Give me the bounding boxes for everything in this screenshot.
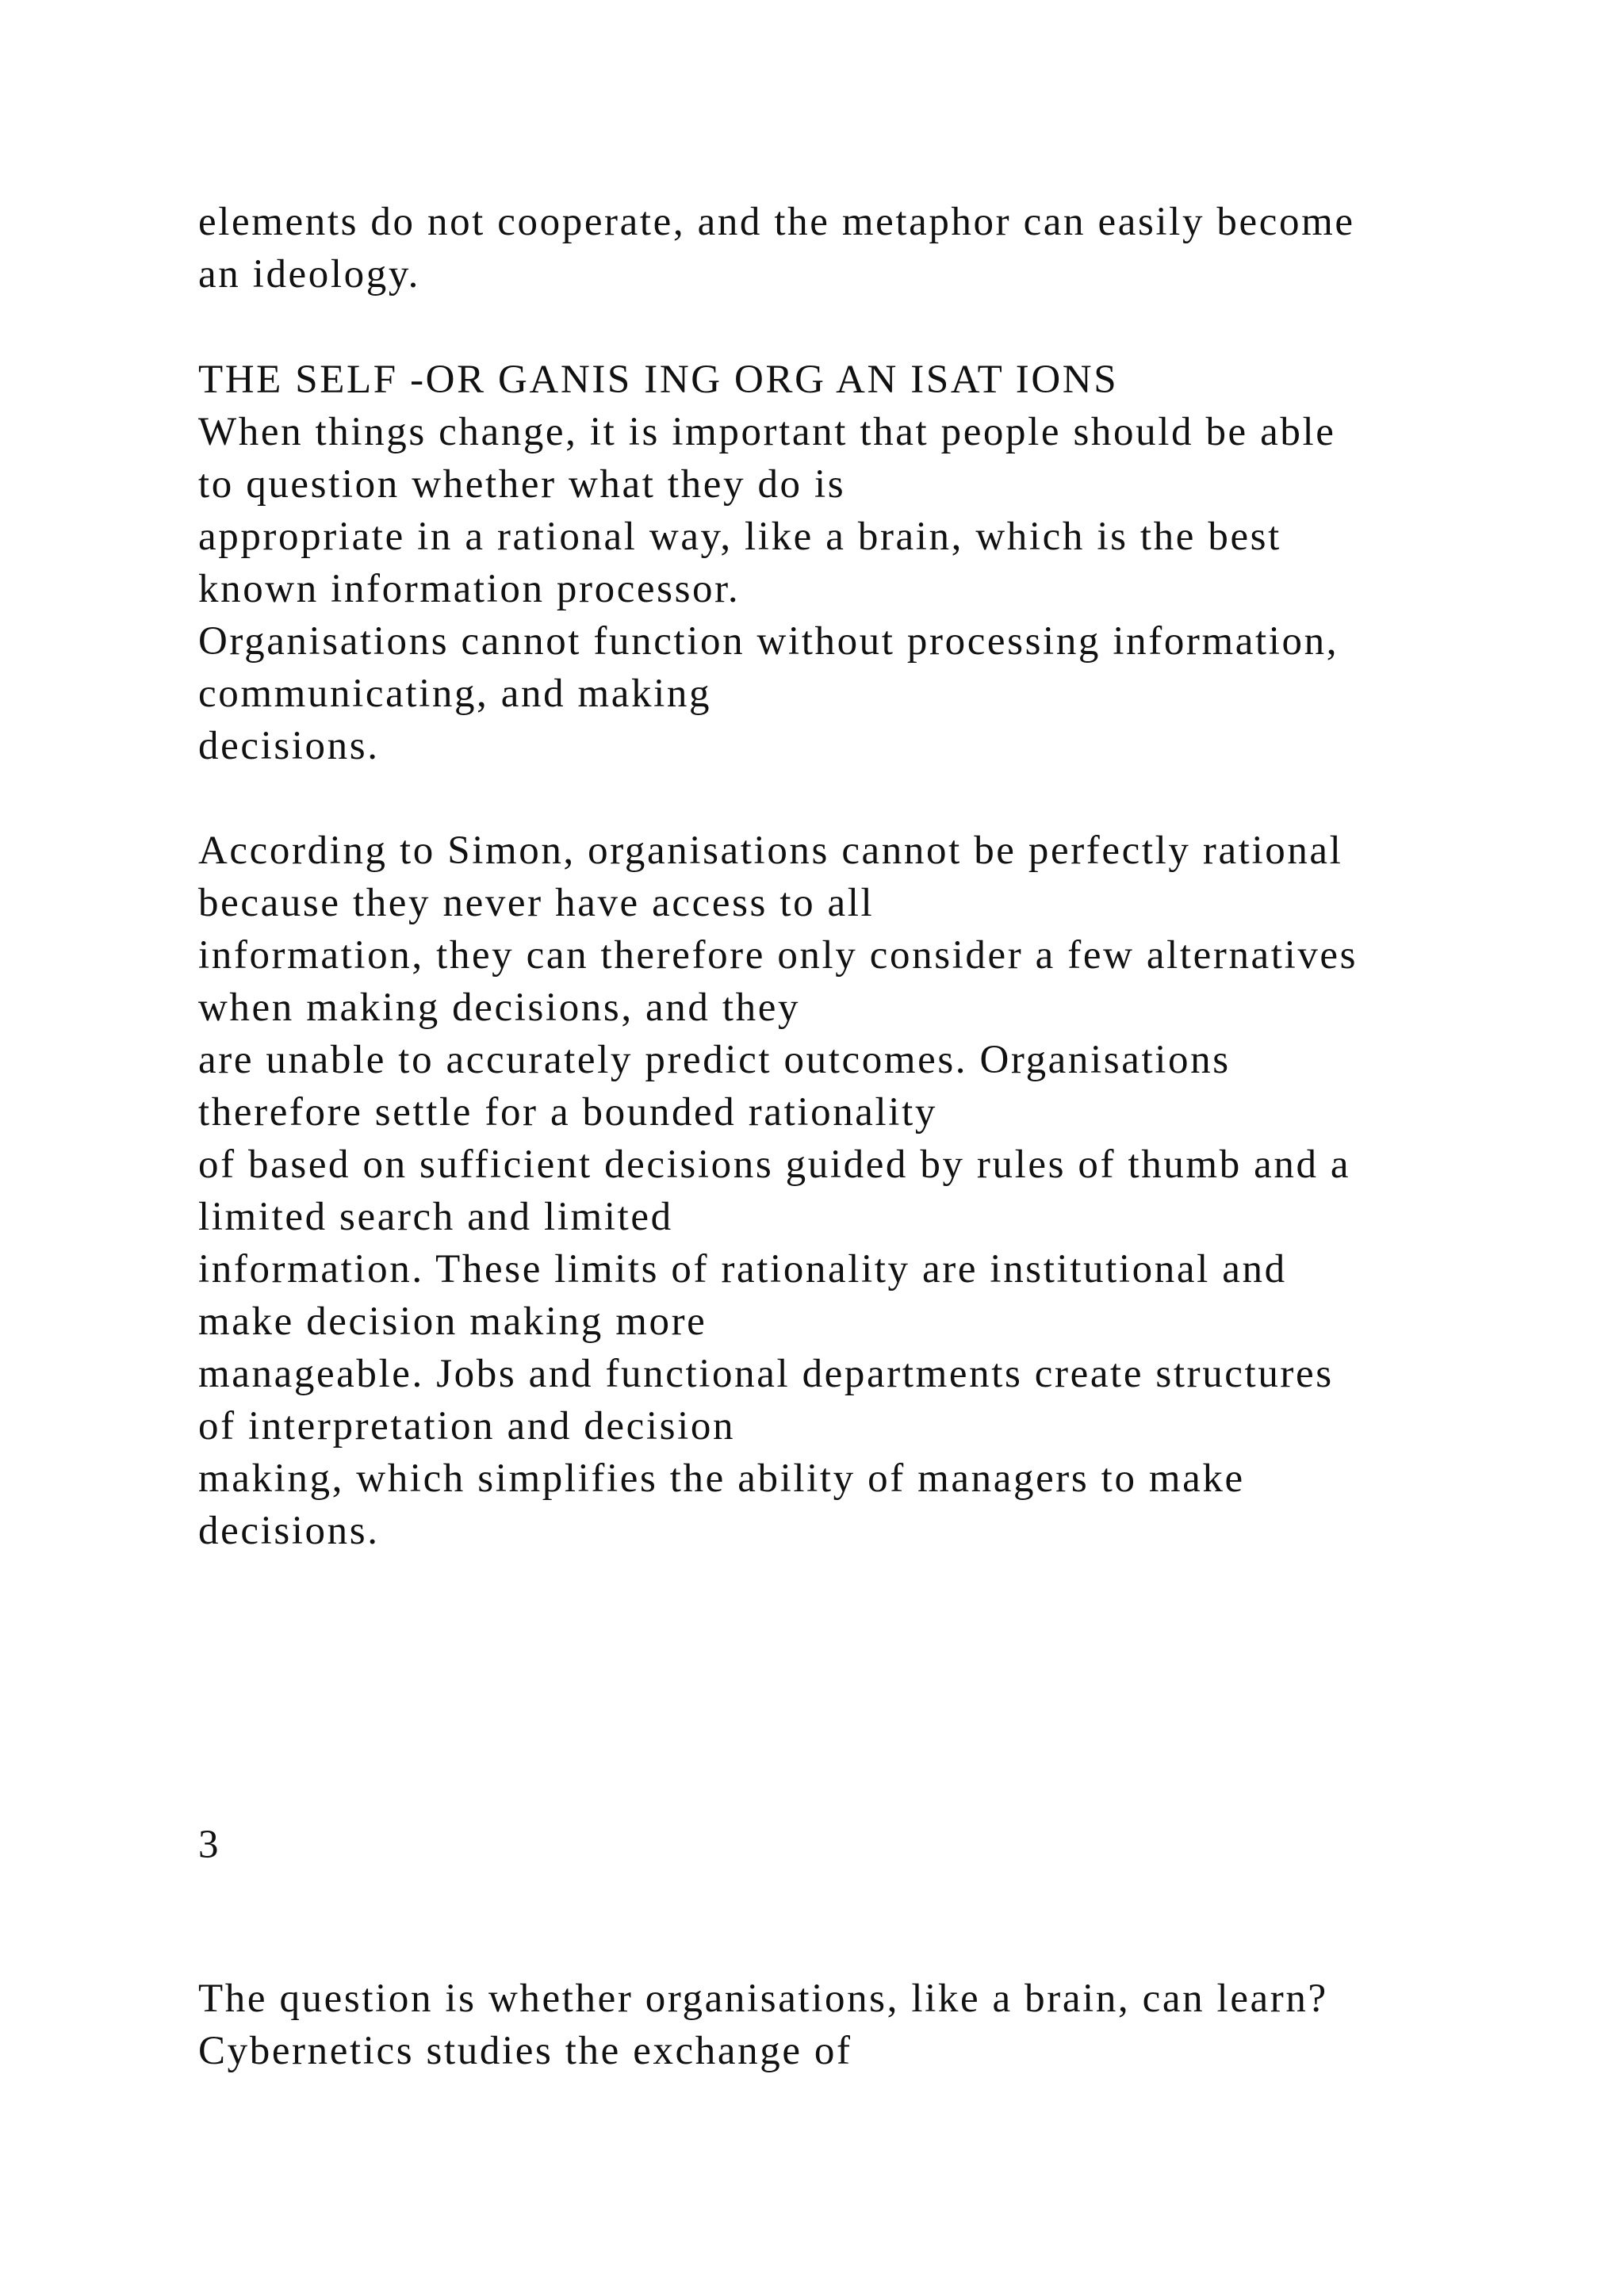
text-line: decisions. <box>198 724 380 768</box>
page-number: 3 <box>198 1823 221 1867</box>
section-heading: THE SELF -OR GANIS ING ORG AN ISAT IONS <box>198 358 1119 402</box>
text-line: making, which simplifies the ability of managers to make <box>198 1456 1245 1501</box>
text-line: limited search and limited <box>198 1195 673 1239</box>
text-line: manageable. Jobs and functional departments create structures <box>198 1352 1334 1396</box>
text-line: elements do not cooperate, and the metaphor can easily become <box>198 200 1355 244</box>
text-line: because they never have access to all <box>198 881 875 925</box>
text-line: make decision making more <box>198 1299 707 1344</box>
text-line: information. These limits of rationality are institutional and <box>198 1247 1287 1292</box>
text-line: According to Simon, organisations cannot be perfectly rational <box>198 828 1343 873</box>
text-line: Organisations cannot function without processing information, <box>198 619 1339 664</box>
text-line: known information processor. <box>198 567 741 611</box>
text-line: are unable to accurately predict outcomes. Organisations <box>198 1038 1231 1082</box>
text-line: appropriate in a rational way, like a brain, which is the best <box>198 515 1281 559</box>
text-line: when making decisions, and they <box>198 985 801 1030</box>
text-line: Cybernetics studies the exchange of <box>198 2029 852 2073</box>
text-line: to question whether what they do is <box>198 462 846 507</box>
text-line: communicating, and making <box>198 672 712 716</box>
text-line: decisions. <box>198 1509 380 1553</box>
text-line: When things change, it is important that people should be able <box>198 410 1336 454</box>
text-line: an ideology. <box>198 252 420 297</box>
text-line: therefore settle for a bounded rationality <box>198 1090 937 1135</box>
text-line: information, they can therefore only consider a few alternatives <box>198 933 1358 978</box>
text-line: The question is whether organisations, like a brain, can learn? <box>198 1976 1328 2021</box>
text-line: of interpretation and decision <box>198 1404 736 1448</box>
text-line: of based on sufficient decisions guided by rules of thumb and a <box>198 1142 1351 1187</box>
